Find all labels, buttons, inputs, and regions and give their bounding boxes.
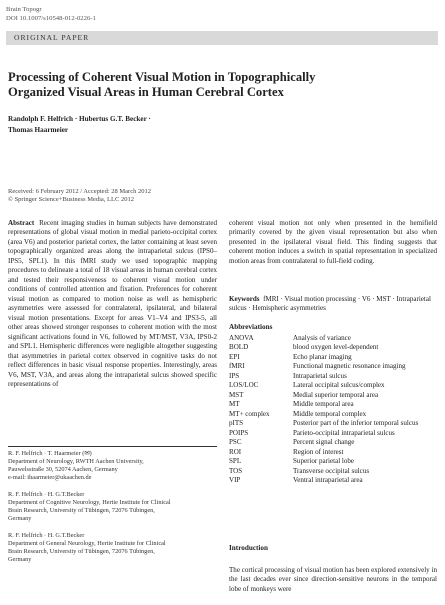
authors-line: Thomas Haarmeier [8, 125, 69, 134]
abbreviation-definition: Transverse occipital sulcus [293, 466, 370, 475]
paper-title [8, 70, 438, 101]
affiliation-divider [8, 446, 217, 447]
abbreviation-row [229, 448, 437, 457]
affiliation-country: Germany [8, 514, 32, 522]
article-type-label: ORIGINAL PAPER [14, 33, 90, 42]
abbreviation-term: IPS [229, 371, 240, 380]
affiliation [8, 491, 171, 523]
abbreviation-term: MT+ complex [229, 409, 270, 418]
affiliation [8, 450, 144, 482]
affiliation-authors: R. F. Helfrich · T. Haarmeier (✉) [8, 450, 92, 457]
abbreviation-term: MT [229, 400, 240, 409]
affiliation-address: Brain Research, University of Tübingen, 72076 Tübingen, [8, 506, 155, 514]
received-accepted: Received: 6 February 2012 / Accepted: 28 March 2012 [8, 188, 151, 195]
copyright: © Springer Science+Business Media, LLC 2012 [8, 196, 134, 204]
abbreviation-row [229, 457, 437, 466]
abbreviation-term: LOS/LOC [229, 381, 259, 390]
abbreviation-term: BOLD [229, 343, 249, 352]
abbreviation-row [229, 353, 437, 362]
abbreviation-row [229, 419, 437, 428]
abbreviation-term: PSC [229, 438, 242, 447]
affiliation-department: Department of Neurology, RWTH Aachen University, [8, 457, 144, 465]
authors-line: Randolph F. Helfrich · Hubertus G.T. Becker · [8, 115, 151, 123]
abbreviation-row [229, 343, 437, 352]
journal-name: Brain Topogr [6, 6, 42, 13]
abbreviations-list [229, 334, 437, 486]
abbreviation-definition: Echo planar imaging [293, 352, 352, 361]
abbreviation-term: ANOVA [229, 334, 254, 342]
abbreviation-row [229, 372, 437, 381]
authors [8, 114, 151, 135]
abbreviation-definition: Parieto-occipital intraparietal sulcus [293, 428, 395, 437]
title-line: Processing of Coherent Visual Motion in Topographically [8, 70, 316, 84]
abbreviation-definition: Analysis of variance [293, 334, 351, 342]
affiliation-authors: R. F. Helfrich · H. G.T.Becker [8, 491, 85, 498]
abbreviation-row [229, 410, 437, 419]
abbreviation-term: VIP [229, 476, 241, 485]
title-line: Organized Visual Areas in Human Cerebral Cortex [8, 85, 284, 100]
running-header [6, 6, 96, 23]
abbreviation-definition: Region of interest [293, 447, 344, 456]
abbreviation-definition: Middle temporal complex [293, 409, 367, 418]
keywords-text: fMRI · Visual motion processing · V6 · MST · Intraparietal sulcus · Hemispheric asymmetries [229, 295, 431, 313]
keywords [229, 295, 437, 314]
doi: DOI 10.1007/s10548-012-0226-1 [6, 14, 96, 22]
abstract-text: Recent imaging studies in human subjects have demonstrated representations of global visual motion in medial parieto-occipital cortex (area V6) and posterior parietal cortex, the latter containing at least seven topographically organized areas along the intraparietal sulcus (IPS0–IPS5, SPL1). In this fMRI study we used topographic mapping procedures to delineate a total of 18 visual areas in human cerebral cortex and tested their responsiveness to coherent visual motion under conditions of controlled attention and fixation. Preferences for coherent visual motion as compared to motion noise as well as hemispheric asymmetries were assessed for contralateral, ipsilateral, and bilateral visual motion presentations. Except for areas V1–V4 and IPS3-5, all other areas showed stronger responses to coherent motion with the most significant activations found in V6, followed by MT/MST, V3A, IPS0-2 and SPL1. Hemispheric differences were negligible altogether suggesting that asymmetries in parietal cortex observed in cognitive tasks do not reflect differences in basic visual response properties. Interestingly, areas V6, MST, V3A, and areas along the intraparietal sulcus showed specific representations of [8, 219, 217, 389]
abbreviation-definition: Functional magnetic resonance imaging [293, 362, 406, 371]
affiliation-country: Germany [8, 555, 32, 563]
abbreviation-definition: Lateral occipital sulcus/complex [293, 381, 385, 390]
affiliation-address: Brain Research, University of Tübingen, 72076 Tübingen, [8, 547, 155, 555]
abbreviation-definition: blood oxygen level-dependent [293, 343, 379, 352]
publication-dates [8, 188, 151, 205]
abbreviation-term: MST [229, 390, 244, 399]
abstract-label: Abstract [8, 219, 35, 227]
affiliation-email: e-mail: thaarmeier@ukaachen.de [8, 473, 92, 481]
article-type-banner [6, 31, 438, 45]
abbreviation-term: EPI [229, 352, 240, 361]
abbreviation-definition: Middle temporal area [293, 400, 354, 409]
abbreviation-term: TOS [229, 466, 243, 475]
abbreviation-row [229, 381, 437, 390]
abbreviation-definition: Percent signal change [293, 438, 355, 447]
abbreviation-row [229, 391, 437, 400]
abbreviation-row [229, 476, 437, 485]
abbreviation-definition: Intraparietal sulcus [293, 371, 347, 380]
abbreviation-term: SPL [229, 457, 242, 466]
abbreviation-row [229, 467, 437, 476]
abstract [8, 219, 217, 390]
abbreviation-definition: Medial superior temporal area [293, 390, 379, 399]
abbreviation-row [229, 334, 437, 343]
introduction-heading: Introduction [229, 544, 269, 552]
abbreviation-definition: Posterior part of the inferior temporal sulcus [293, 419, 419, 428]
affiliation [8, 532, 166, 564]
abbreviation-term: POIPS [229, 428, 249, 437]
abbreviation-row [229, 438, 437, 447]
abbreviation-term: pITS [229, 419, 244, 428]
affiliation-address: Pauwelsstraße 30, 52074 Aachen, Germany [8, 465, 118, 473]
abbreviation-definition: Superior parietal lobe [293, 457, 355, 466]
abbreviation-row [229, 400, 437, 409]
abbreviation-definition: Ventral intraparietal area [293, 476, 363, 485]
keywords-label: Keywords [229, 295, 260, 303]
abbreviation-row [229, 429, 437, 438]
abstract-continued: coherent visual motion not only when presented in the hemifield primarily covered by the given visual representation but also when presented in the ipsilateral visual field. This finding suggests that coherent motion induces a switch in spatial representation in specialized motion areas from contralateral to full-field coding. [229, 219, 437, 265]
affiliation-authors: R. F. Helfrich · H. G.T.Becker [8, 532, 85, 539]
affiliation-department: Department of Cognitive Neurology, Hertie Institute for Clinical [8, 498, 171, 506]
affiliation-department: Department of General Neurology, Hertie Institute for Clinical [8, 539, 166, 547]
abbreviation-term: ROI [229, 447, 242, 456]
abbreviation-term: fMRI [229, 362, 245, 371]
introduction-text: The cortical processing of visual motion has been explored extensively in the last decades ever since direction-sensitive neurons in the temporal lobe of monkeys were [229, 566, 437, 593]
abbreviation-row [229, 362, 437, 371]
abbreviations-heading: Abbreviations [229, 323, 273, 331]
